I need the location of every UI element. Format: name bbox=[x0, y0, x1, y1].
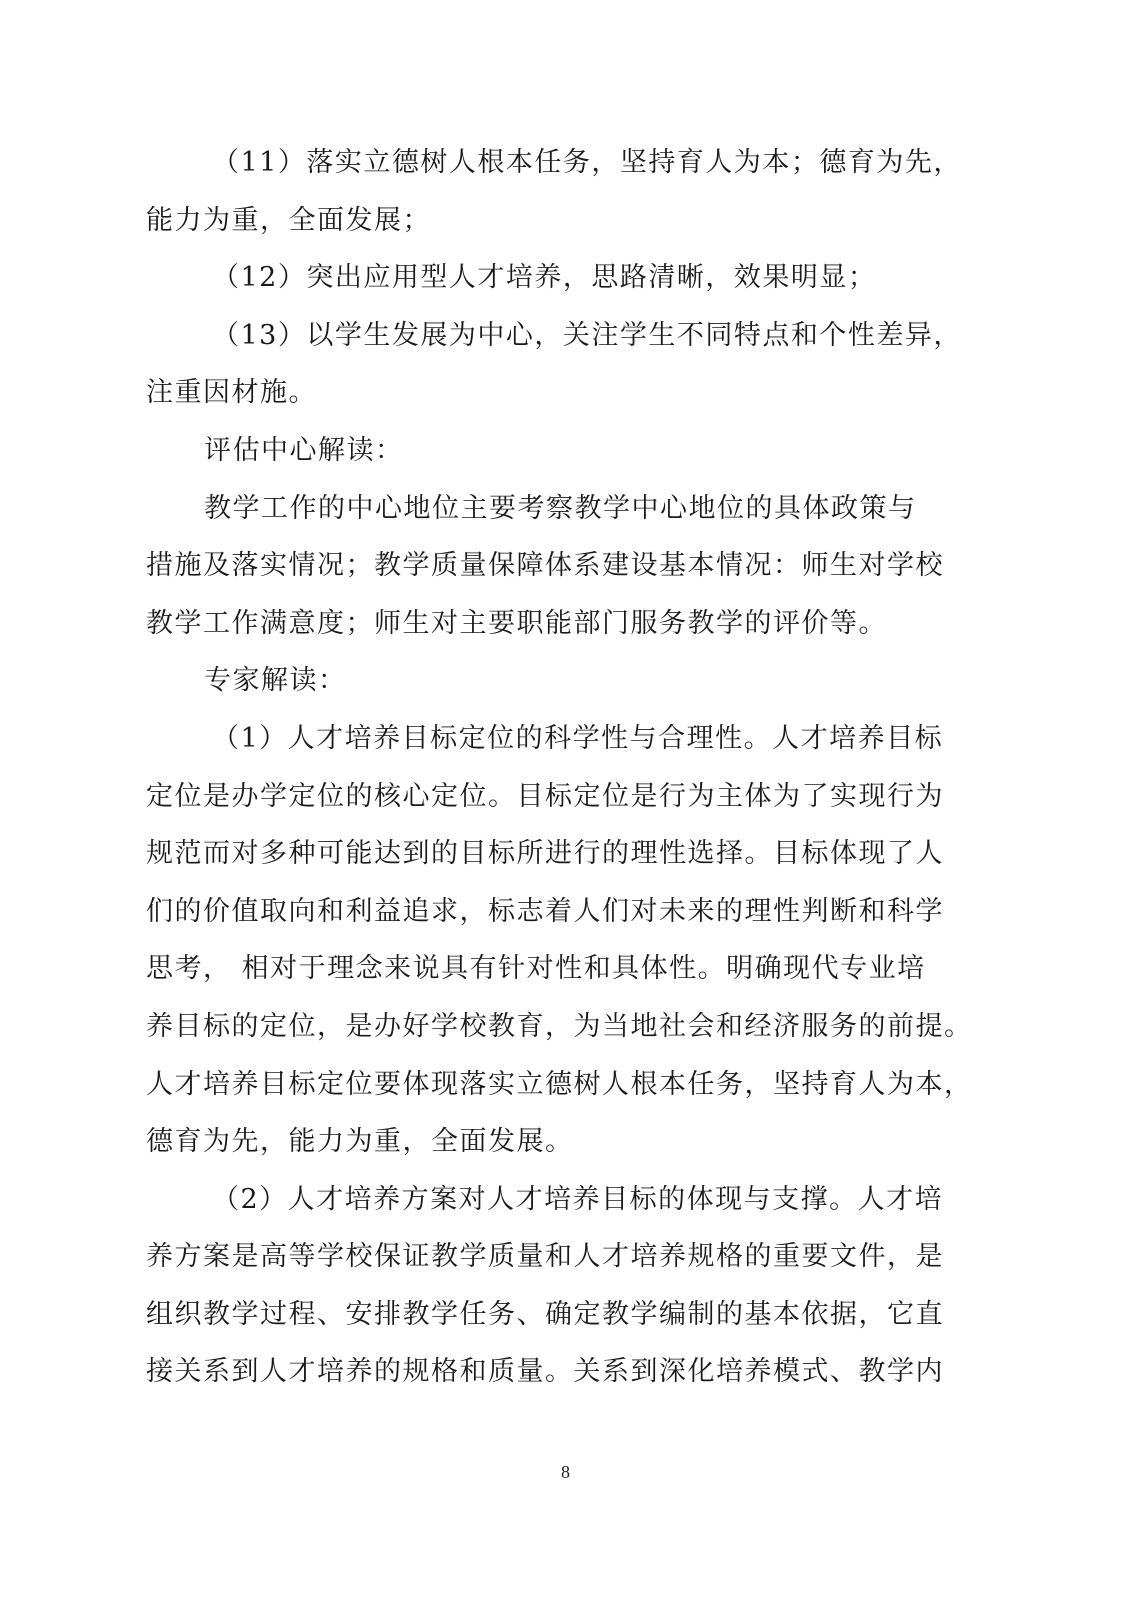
body-text bbox=[146, 134, 976, 1401]
text-line: 注重因材施。 bbox=[146, 377, 317, 409]
text-line: 能力为重，全面发展； bbox=[146, 204, 431, 236]
text-line: （11）落实立德树人根本任务，坚持育人为本；德育为先， bbox=[212, 147, 962, 178]
text-line: 教学工作满意度；师生对主要职能部门服务教学的评价等。 bbox=[146, 607, 887, 639]
text-line: （2）人才培养方案对人才培养目标的体现与支撑。人才培 bbox=[212, 1183, 944, 1215]
text-line: 德育为先，能力为重，全面发展。 bbox=[146, 1126, 574, 1158]
text-line: 规范而对多种可能达到的目标所进行的理性选择。目标体现了人 bbox=[146, 838, 944, 870]
text-line: 养目标的定位，是办好学校教育，为当地社会和经济服务的前提。 bbox=[146, 1010, 973, 1042]
text-line: 接关系到人才培养的规格和质量。关系到深化培养模式、教学内 bbox=[146, 1356, 944, 1388]
section-heading: 专家解读： bbox=[204, 665, 347, 697]
section-heading: 评估中心解读： bbox=[204, 434, 404, 466]
text-line: （12）突出应用型人才培养，思路清晰，效果明显； bbox=[212, 262, 877, 294]
text-line: （1）人才培养目标定位的科学性与合理性。人才培养目标 bbox=[212, 722, 944, 754]
text-line: （13）以学生发展为中心，关注学生不同特点和个性差异， bbox=[212, 319, 962, 351]
text-line: 思考， 相对于理念来说具有针对性和具体性。明确现代专业培 bbox=[146, 953, 926, 985]
text-line: 定位是办学定位的核心定位。目标定位是行为主体为了实现行为 bbox=[146, 780, 944, 812]
text-line: 教学工作的中心地位主要考察教学中心地位的具体政策与 bbox=[204, 492, 917, 524]
page-number: 8 bbox=[561, 1462, 570, 1482]
text-line: 组织教学过程、安排教学任务、确定教学编制的基本依据，它直 bbox=[146, 1298, 944, 1330]
text-line: 人才培养目标定位要体现落实立德树人根本任务，坚持育人为本， bbox=[146, 1068, 973, 1100]
text-line: 们的价值取向和利益追求，标志着人们对未来的理性判断和科学 bbox=[146, 895, 944, 927]
text-line: 养方案是高等学校保证教学质量和人才培养规格的重要文件，是 bbox=[146, 1241, 944, 1273]
text-line: 措施及落实情况；教学质量保障体系建设基本情况：师生对学校 bbox=[146, 550, 944, 582]
